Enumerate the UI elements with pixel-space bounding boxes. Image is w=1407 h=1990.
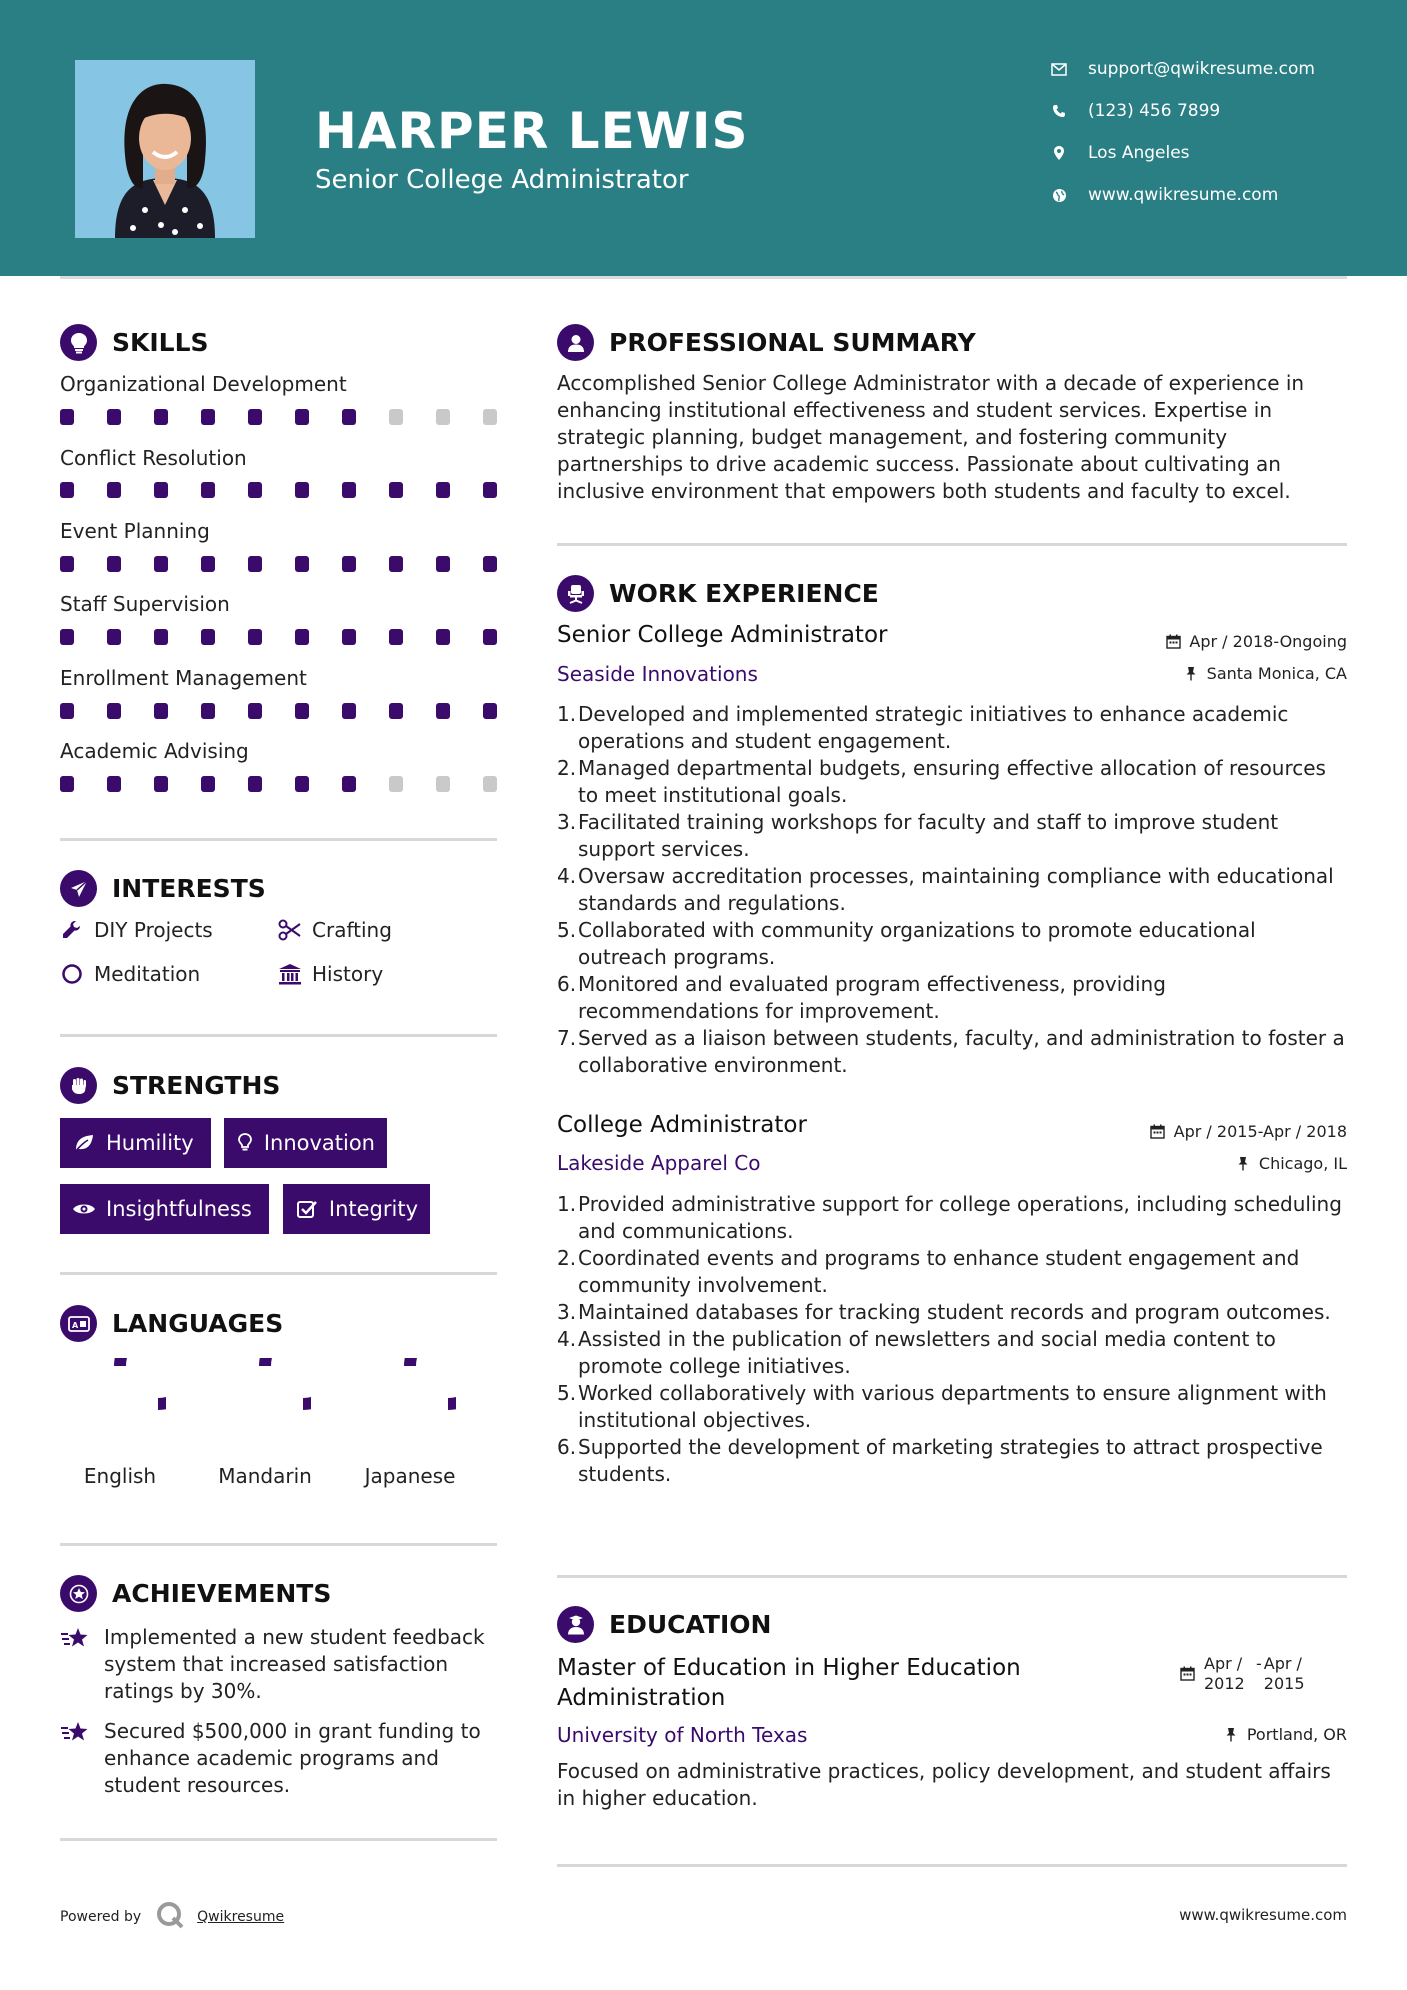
summary-text: Accomplished Senior College Administrator with a decade of experience in enhancing institutional effectiveness and student services. Expertise in strategic planning, budget management, and fostering community partnerships to drive academic success. Passionate about cultivating an inclusive environment that empowers both students and faculty to excel.	[557, 371, 1305, 503]
skills-heading: SKILLS	[60, 324, 209, 361]
paper-plane-icon	[60, 870, 97, 907]
calendar-icon	[1150, 1124, 1166, 1140]
list-item: 7. Served as a liaison between students, faculty, and administration to foster a collaborative environment.	[557, 1026, 1345, 1077]
rating-dot-filled	[295, 703, 309, 719]
strength-tag: Integrity	[283, 1184, 430, 1234]
qwikresume-link[interactable]: Qwikresume	[197, 1909, 285, 1925]
language-item	[60, 1358, 180, 1488]
map-pin-icon	[1050, 144, 1068, 162]
office-chair-icon	[557, 575, 594, 612]
rating-dot-filled	[436, 703, 450, 719]
rating-dot-filled	[295, 556, 309, 572]
rating-dot-filled	[483, 482, 497, 498]
skill-rating-5	[60, 776, 530, 792]
rating-dot-filled	[60, 556, 74, 572]
interest-item: DIY Projects	[60, 918, 213, 942]
contact-phone[interactable]: (123) 456 7899	[1050, 101, 1220, 121]
job-location: Santa Monica, CA	[1183, 664, 1347, 683]
lightbulb-icon	[60, 324, 97, 361]
job-dates: Apr / 2015-Apr / 2018	[1150, 1122, 1347, 1141]
list-item: 5. Collaborated with community organizations to promote educational outreach programs.	[557, 918, 1256, 969]
skill-name: Organizational Development	[60, 372, 347, 396]
section-divider	[557, 543, 1347, 546]
degree-title: Master of Education in Higher Education Administration	[557, 1655, 1021, 1711]
candidate-role: Senior College Administrator	[315, 165, 689, 195]
language-proficiency-ring	[364, 1358, 456, 1450]
rating-dot-filled	[201, 629, 215, 645]
rating-dot-filled	[295, 409, 309, 425]
language-label: Japanese	[364, 1464, 456, 1488]
calendar-icon	[1165, 634, 1181, 650]
skill-name: Enrollment Management	[60, 666, 307, 690]
proficiency-arc	[120, 1358, 166, 1404]
language-item	[205, 1358, 325, 1488]
section-divider	[557, 1864, 1347, 1867]
list-item: 3. Maintained databases for tracking student records and program outcomes.	[557, 1300, 1331, 1324]
contact-location: Los Angeles	[1050, 143, 1190, 163]
section-divider	[60, 1543, 497, 1546]
list-item: 2. Coordinated events and programs to enhance student engagement and community involvement.	[557, 1246, 1300, 1297]
proficiency-arc	[265, 1358, 311, 1404]
section-divider	[557, 1575, 1347, 1578]
rating-dot-filled	[342, 556, 356, 572]
skill-rating-4	[60, 703, 530, 719]
list-item: 4. Assisted in the publication of newsletters and social media content to promote college initiatives.	[557, 1327, 1276, 1378]
rating-dot-filled	[201, 482, 215, 498]
rating-dot-filled	[389, 703, 403, 719]
contact-email[interactable]: support@qwikresume.com	[1050, 59, 1315, 79]
rating-dot-filled	[60, 409, 74, 425]
pushpin-icon	[1223, 1727, 1239, 1743]
contact-website[interactable]: www.qwikresume.com	[1050, 185, 1278, 205]
rating-dot-filled	[60, 776, 74, 792]
skill-name: Academic Advising	[60, 739, 249, 763]
job-responsibilities	[557, 1191, 1347, 1488]
job-title: College Administrator	[557, 1112, 807, 1138]
interests-heading: INTERESTS	[60, 870, 266, 907]
rating-dot-filled	[248, 482, 262, 498]
rating-dot-empty	[483, 776, 497, 792]
rating-dot-filled	[295, 776, 309, 792]
rating-dot-filled	[483, 703, 497, 719]
rating-dot-filled	[342, 776, 356, 792]
section-divider	[60, 1838, 497, 1841]
strength-tag: Insightfulness	[60, 1184, 269, 1234]
lightbulb-icon	[236, 1131, 254, 1155]
rating-dot-filled	[295, 482, 309, 498]
rating-dot-filled	[436, 629, 450, 645]
language-proficiency-ring	[219, 1358, 311, 1450]
school-name: University of North Texas	[557, 1723, 808, 1747]
achievements-heading: ACHIEVEMENTS	[60, 1575, 331, 1612]
achievement-item: Secured $500,000 in grant funding to enhance academic programs and student resources.	[60, 1718, 500, 1799]
interest-item: Crafting	[278, 918, 392, 942]
rating-dot-filled	[248, 409, 262, 425]
achievement-item: Implemented a new student feedback system that increased satisfaction ratings by 30%.	[60, 1624, 500, 1705]
rating-dot-filled	[154, 409, 168, 425]
rating-dot-filled	[248, 776, 262, 792]
list-item: 1. Developed and implemented strategic initiatives to enhance academic operations and student engagement.	[557, 702, 1289, 753]
rating-dot-filled	[60, 629, 74, 645]
fist-icon	[60, 1067, 97, 1104]
rating-dot-empty	[483, 409, 497, 425]
eye-icon	[72, 1197, 96, 1221]
footer-url[interactable]: www.qwikresume.com	[1179, 1906, 1347, 1924]
qwikresume-logo-icon	[155, 1900, 185, 1934]
rating-dot-filled	[60, 703, 74, 719]
rating-dot-filled	[389, 629, 403, 645]
rating-dot-filled	[201, 556, 215, 572]
section-divider	[60, 1034, 497, 1037]
rating-dot-filled	[483, 556, 497, 572]
job-title: Senior College Administrator	[557, 622, 888, 648]
strength-tag: Innovation	[224, 1118, 387, 1168]
company-name: Lakeside Apparel Co	[557, 1151, 761, 1175]
user-icon	[557, 324, 594, 361]
rating-dot-filled	[389, 482, 403, 498]
rating-dot-filled	[107, 629, 121, 645]
pushpin-icon	[1183, 666, 1199, 682]
language-item	[350, 1358, 470, 1488]
skill-name: Staff Supervision	[60, 592, 230, 616]
scissors-icon	[278, 918, 302, 942]
skill-rating-0	[60, 409, 530, 425]
job-dates: Apr / 2018-Ongoing	[1165, 632, 1347, 651]
pushpin-icon	[1235, 1156, 1251, 1172]
envelope-icon	[1050, 60, 1068, 78]
rating-dot-filled	[154, 629, 168, 645]
rating-dot-filled	[295, 629, 309, 645]
wrench-icon	[60, 918, 84, 942]
candidate-name: HARPER LEWIS	[315, 102, 749, 160]
education-description: Focused on administrative practices, policy development, and student affairs in higher education.	[557, 1759, 1331, 1810]
rating-dot-filled	[107, 556, 121, 572]
list-item: 5. Worked collaboratively with various departments to ensure alignment with institutional objectives.	[557, 1381, 1327, 1432]
language-label: Mandarin	[218, 1464, 312, 1488]
graduate-icon	[557, 1606, 594, 1643]
museum-icon	[278, 962, 302, 986]
rating-dot-empty	[389, 409, 403, 425]
rating-dot-filled	[201, 409, 215, 425]
rating-dot-filled	[248, 629, 262, 645]
circle-icon	[60, 962, 84, 986]
rating-dot-filled	[107, 409, 121, 425]
rating-dot-empty	[436, 409, 450, 425]
list-item: 4. Oversaw accreditation processes, maintaining compliance with educational standards and regulations.	[557, 864, 1334, 915]
checkbox-icon	[295, 1197, 319, 1221]
strengths-heading: STRENGTHS	[60, 1067, 280, 1104]
education-dates: Apr / 2012 - Apr / 2015	[1180, 1654, 1310, 1694]
job-responsibilities	[557, 701, 1347, 1079]
rating-dot-filled	[248, 703, 262, 719]
skill-rating-1	[60, 482, 530, 498]
list-item: 6. Supported the development of marketing strategies to attract prospective students.	[557, 1435, 1323, 1486]
company-name: Seaside Innovations	[557, 662, 758, 686]
header-banner	[0, 0, 1407, 276]
education-heading: EDUCATION	[557, 1606, 771, 1643]
language-card-icon	[60, 1305, 97, 1342]
language-proficiency-ring	[74, 1358, 166, 1450]
phone-icon	[1050, 102, 1068, 120]
rating-dot-filled	[154, 703, 168, 719]
footer-branding: Powered by Qwikresume	[60, 1900, 284, 1934]
shooting-star-icon	[60, 1718, 90, 1799]
proficiency-arc	[410, 1358, 456, 1404]
skill-name: Conflict Resolution	[60, 446, 247, 470]
rating-dot-filled	[342, 703, 356, 719]
rating-dot-empty	[389, 776, 403, 792]
languages-heading: A LANGUAGES	[60, 1305, 283, 1342]
star-badge-icon	[60, 1575, 97, 1612]
globe-icon	[1050, 186, 1068, 204]
rating-dot-filled	[389, 556, 403, 572]
list-item: 2. Managed departmental budgets, ensuring effective allocation of resources to meet institutional goals.	[557, 756, 1326, 807]
profile-photo	[75, 60, 255, 238]
language-label: English	[83, 1464, 157, 1488]
rating-dot-filled	[60, 482, 74, 498]
interest-item: History	[278, 962, 383, 986]
rating-dot-filled	[483, 629, 497, 645]
skill-rating-2	[60, 556, 530, 572]
rating-dot-filled	[248, 556, 262, 572]
rating-dot-empty	[436, 776, 450, 792]
list-item: 6. Monitored and evaluated program effectiveness, providing recommendations for improvement.	[557, 972, 1166, 1023]
rating-dot-filled	[201, 776, 215, 792]
strength-tag: Humility	[60, 1118, 211, 1168]
education-location: Portland, OR	[1223, 1725, 1347, 1744]
rating-dot-filled	[342, 482, 356, 498]
rating-dot-filled	[342, 629, 356, 645]
skill-name: Event Planning	[60, 519, 210, 543]
rating-dot-filled	[107, 776, 121, 792]
section-divider	[60, 1272, 497, 1275]
section-divider	[60, 838, 497, 841]
rating-dot-filled	[154, 556, 168, 572]
rating-dot-filled	[436, 556, 450, 572]
rating-dot-filled	[436, 482, 450, 498]
list-item: 3. Facilitated training workshops for faculty and staff to improve student support services.	[557, 810, 1279, 861]
rating-dot-filled	[107, 482, 121, 498]
leaf-icon	[72, 1131, 96, 1155]
rating-dot-filled	[154, 482, 168, 498]
rating-dot-filled	[154, 776, 168, 792]
rating-dot-filled	[107, 703, 121, 719]
calendar-icon	[1180, 1666, 1196, 1682]
svg-text:A: A	[71, 1320, 78, 1330]
skill-rating-3	[60, 629, 530, 645]
list-item: 1. Provided administrative support for college operations, including scheduling and communications.	[557, 1192, 1342, 1243]
rating-dot-filled	[342, 409, 356, 425]
interest-item: Meditation	[60, 962, 200, 986]
job-location: Chicago, IL	[1235, 1154, 1347, 1173]
shooting-star-icon	[60, 1624, 90, 1705]
header-divider	[60, 276, 1347, 279]
rating-dot-filled	[201, 703, 215, 719]
experience-heading: WORK EXPERIENCE	[557, 575, 879, 612]
summary-heading: PROFESSIONAL SUMMARY	[557, 324, 976, 361]
